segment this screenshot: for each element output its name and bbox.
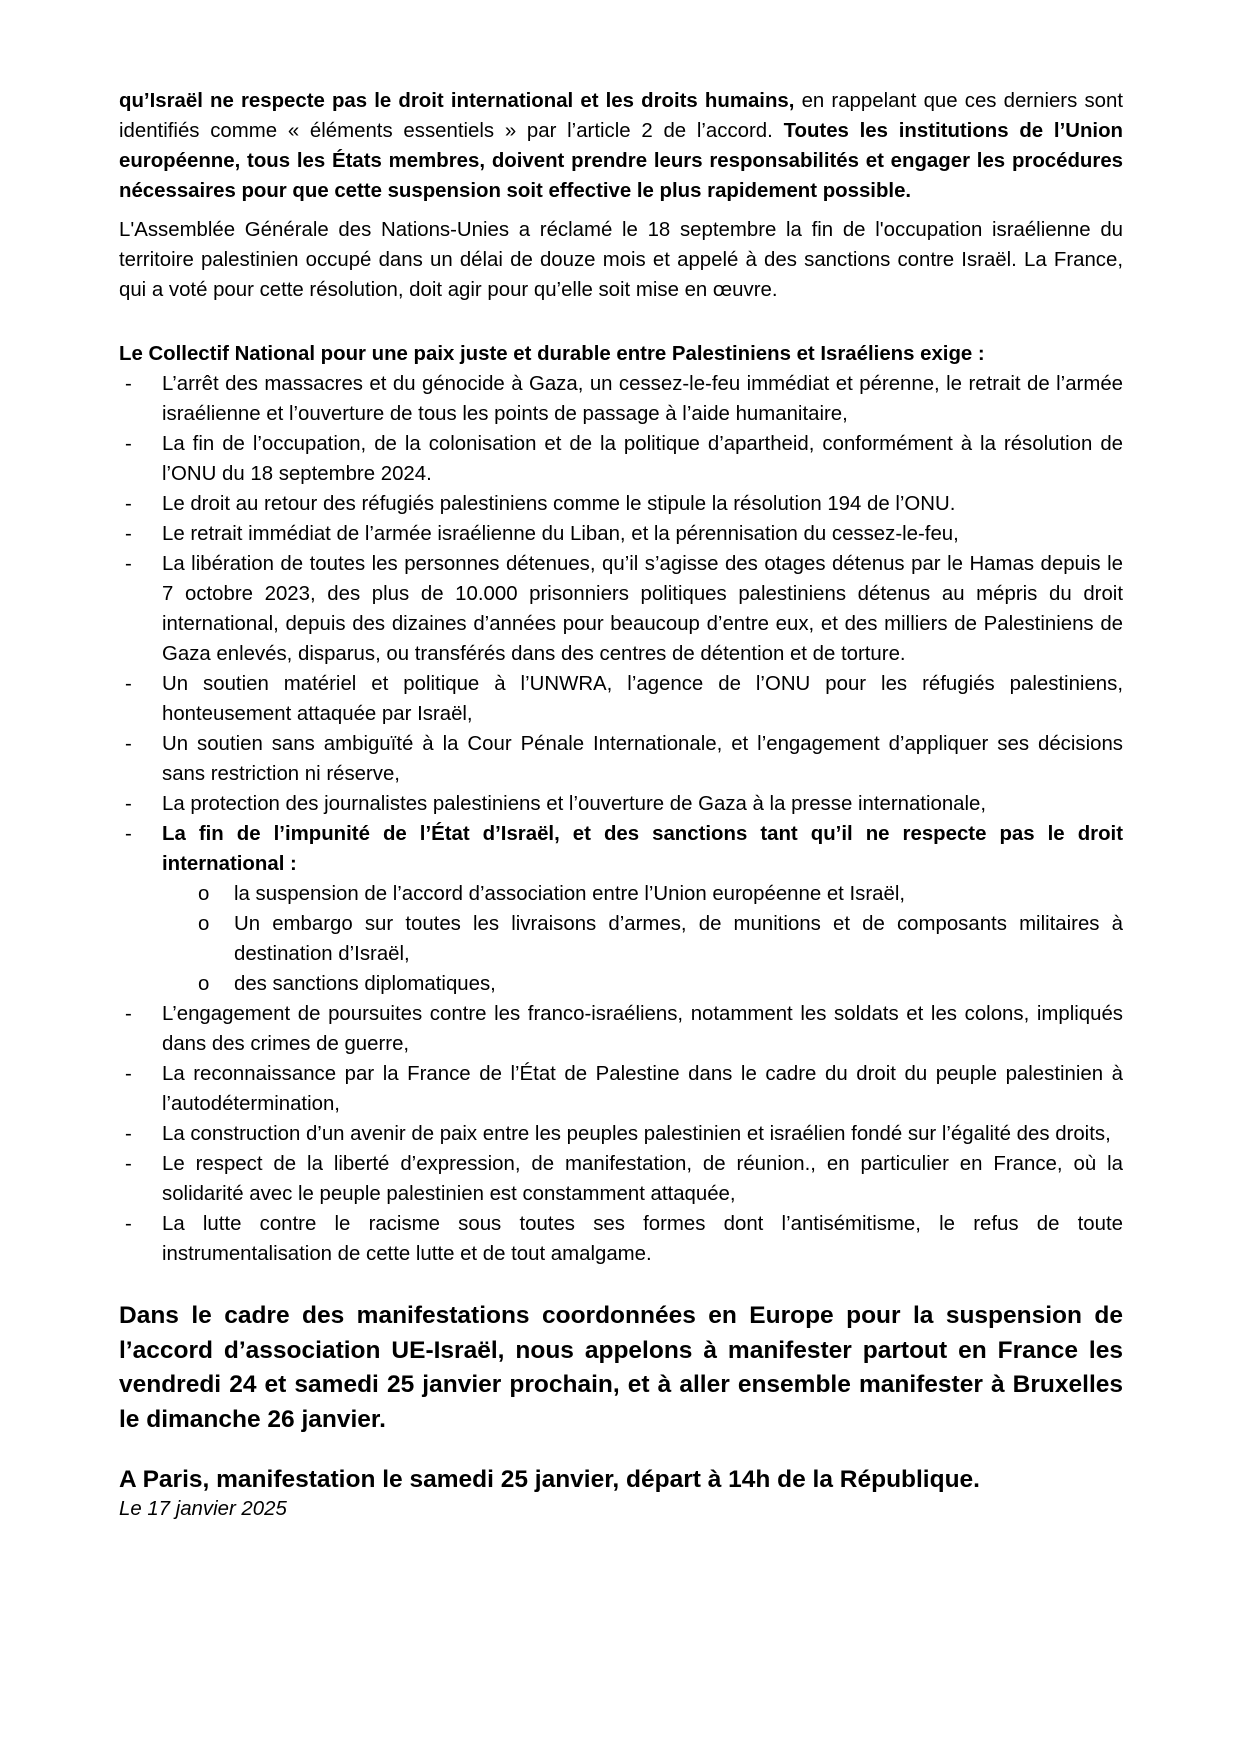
- list-item: - La protection des journalistes palestiniens et l’ouverture de Gaza à la presse internationale,: [119, 789, 1123, 819]
- list-item: - Le respect de la liberté d’expression, de manifestation, de réunion., en particulier en France, où la solidarité avec le peuple palestinien est constamment attaquée,: [119, 1149, 1123, 1209]
- list-item: - Le droit au retour des réfugiés palestiniens comme le stipule la résolution 194 de l’ONU.: [119, 489, 1123, 519]
- circle-marker: o: [198, 883, 210, 905]
- intro-paragraph-2: L'Assemblée Générale des Nations-Unies a réclamé le 18 septembre la fin de l'occupation israélienne du territoire palestinien occupé dans un délai de douze mois et appelé à des sanctions contre Israël. La France, qui a voté pour cette résolution, doit agir pour qu’elle soit mise en œuvre.: [119, 219, 1123, 301]
- dash-marker: -: [125, 823, 132, 845]
- dash-marker: -: [125, 1123, 132, 1145]
- list-item: - La construction d’un avenir de paix entre les peuples palestinien et israélien fondé sur l’égalité des droits,: [119, 1119, 1123, 1149]
- list-item: - La lutte contre le racisme sous toutes ses formes dont l’antisémitisme, le refus de toute instrumentalisation de cette lutte et de tout amalgame.: [119, 1209, 1123, 1269]
- list-item: - La libération de toutes les personnes détenues, qu’il s’agisse des otages détenus par le Hamas depuis le 7 octobre 2023, des plus de 10.000 prisonniers politiques palestiniens détenus au mépris du droit international, depuis des dizaines d’années pour beaucoup d’entre eux, et des milliers de Palestiniens de Gaza enlevés, disparus, ou transférés dans des centres de détention et de torture.: [119, 549, 1123, 669]
- list-item-sanctions: - La fin de l’impunité de l’État d’Israël, et des sanctions tant qu’il ne respecte pas le droit international : o la suspension de l’accord d’association entre l’Union européenne et Israël, o Un embargo sur toutes les livraisons d’armes, de munitions et de composants militaires à destination d’Israël, o des sanctions diplomatiques,: [119, 819, 1123, 999]
- dash-marker: -: [125, 523, 132, 545]
- dash-marker: -: [125, 673, 132, 695]
- intro-bold-2: Toutes les institutions de l’Union européenne, tous les États membres, doivent prendre leurs responsabilités et engager les procédures nécessaires pour que cette suspension soit effective le plus rapidement possible.: [119, 120, 1123, 202]
- list-item: - L’arrêt des massacres et du génocide à Gaza, un cessez-le-feu immédiat et pérenne, le retrait de l’armée israélienne et l’ouverture de tous les points de passage à l’aide humanitaire,: [119, 369, 1123, 429]
- document-page: [119, 86, 1123, 1520]
- dash-marker: -: [125, 733, 132, 755]
- intro-text-1: en rappelant que ces derniers sont identifiés comme « éléments essentiels » par l’article 2 de l’accord.: [119, 90, 1123, 142]
- dash-marker: -: [125, 1153, 132, 1175]
- document-date: Le 17 janvier 2025: [119, 1497, 287, 1520]
- dash-marker: -: [125, 1003, 132, 1025]
- intro-bold-1: qu’Israël ne respecte pas le droit international et les droits humains,: [119, 90, 795, 112]
- list-item: - La fin de l’occupation, de la colonisation et de la politique d’apartheid, conformément à la résolution de l’ONU du 18 septembre 2024.: [119, 429, 1123, 489]
- circle-marker: o: [198, 913, 210, 935]
- dash-marker: -: [125, 373, 132, 395]
- dash-marker: -: [125, 1063, 132, 1085]
- list-item: - Un soutien sans ambiguïté à la Cour Pénale Internationale, et l’engagement d’appliquer ses décisions sans restriction ni réserve,: [119, 729, 1123, 789]
- sub-list-item: o la suspension de l’accord d’association entre l’Union européenne et Israël,: [119, 879, 1123, 909]
- sub-list-item: o des sanctions diplomatiques,: [119, 969, 1123, 999]
- sanctions-sublist: [162, 879, 1123, 999]
- list-item: - L’engagement de poursuites contre les franco-israéliens, notamment les soldats et les colons, impliqués dans des crimes de guerre,: [119, 999, 1123, 1059]
- list-item: - La reconnaissance par la France de l’État de Palestine dans le cadre du droit du peuple palestinien à l’autodétermination,: [119, 1059, 1123, 1119]
- list-item: - Un soutien matériel et politique à l’UNWRA, l’agence de l’ONU pour les réfugiés palestiniens, honteusement attaquée par Israël,: [119, 669, 1123, 729]
- intro-paragraph-1: [119, 86, 1123, 206]
- sub-list-item: o Un embargo sur toutes les livraisons d’armes, de munitions et de composants militaires à destination d’Israël,: [119, 909, 1123, 969]
- demands-heading: Le Collectif National pour une paix juste et durable entre Palestiniens et Israéliens exige :: [119, 343, 985, 365]
- dash-marker: -: [125, 553, 132, 575]
- demands-list: [119, 369, 1123, 1269]
- call-to-action: Dans le cadre des manifestations coordonnées en Europe pour la suspension de l’accord d’association UE-Israël, nous appelons à manifester partout en France les vendredi 24 et samedi 25 janvier prochain, et à aller ensemble manifester à Bruxelles le dimanche 26 janvier.: [119, 1302, 1123, 1433]
- dash-marker: -: [125, 1213, 132, 1235]
- paris-announcement: A Paris, manifestation le samedi 25 janvier, départ à 14h de la République.: [119, 1466, 980, 1493]
- dash-marker: -: [125, 493, 132, 515]
- dash-marker: -: [125, 793, 132, 815]
- list-item: - Le retrait immédiat de l’armée israélienne du Liban, et la pérennisation du cessez-le-feu,: [119, 519, 1123, 549]
- circle-marker: o: [198, 973, 210, 995]
- dash-marker: -: [125, 433, 132, 455]
